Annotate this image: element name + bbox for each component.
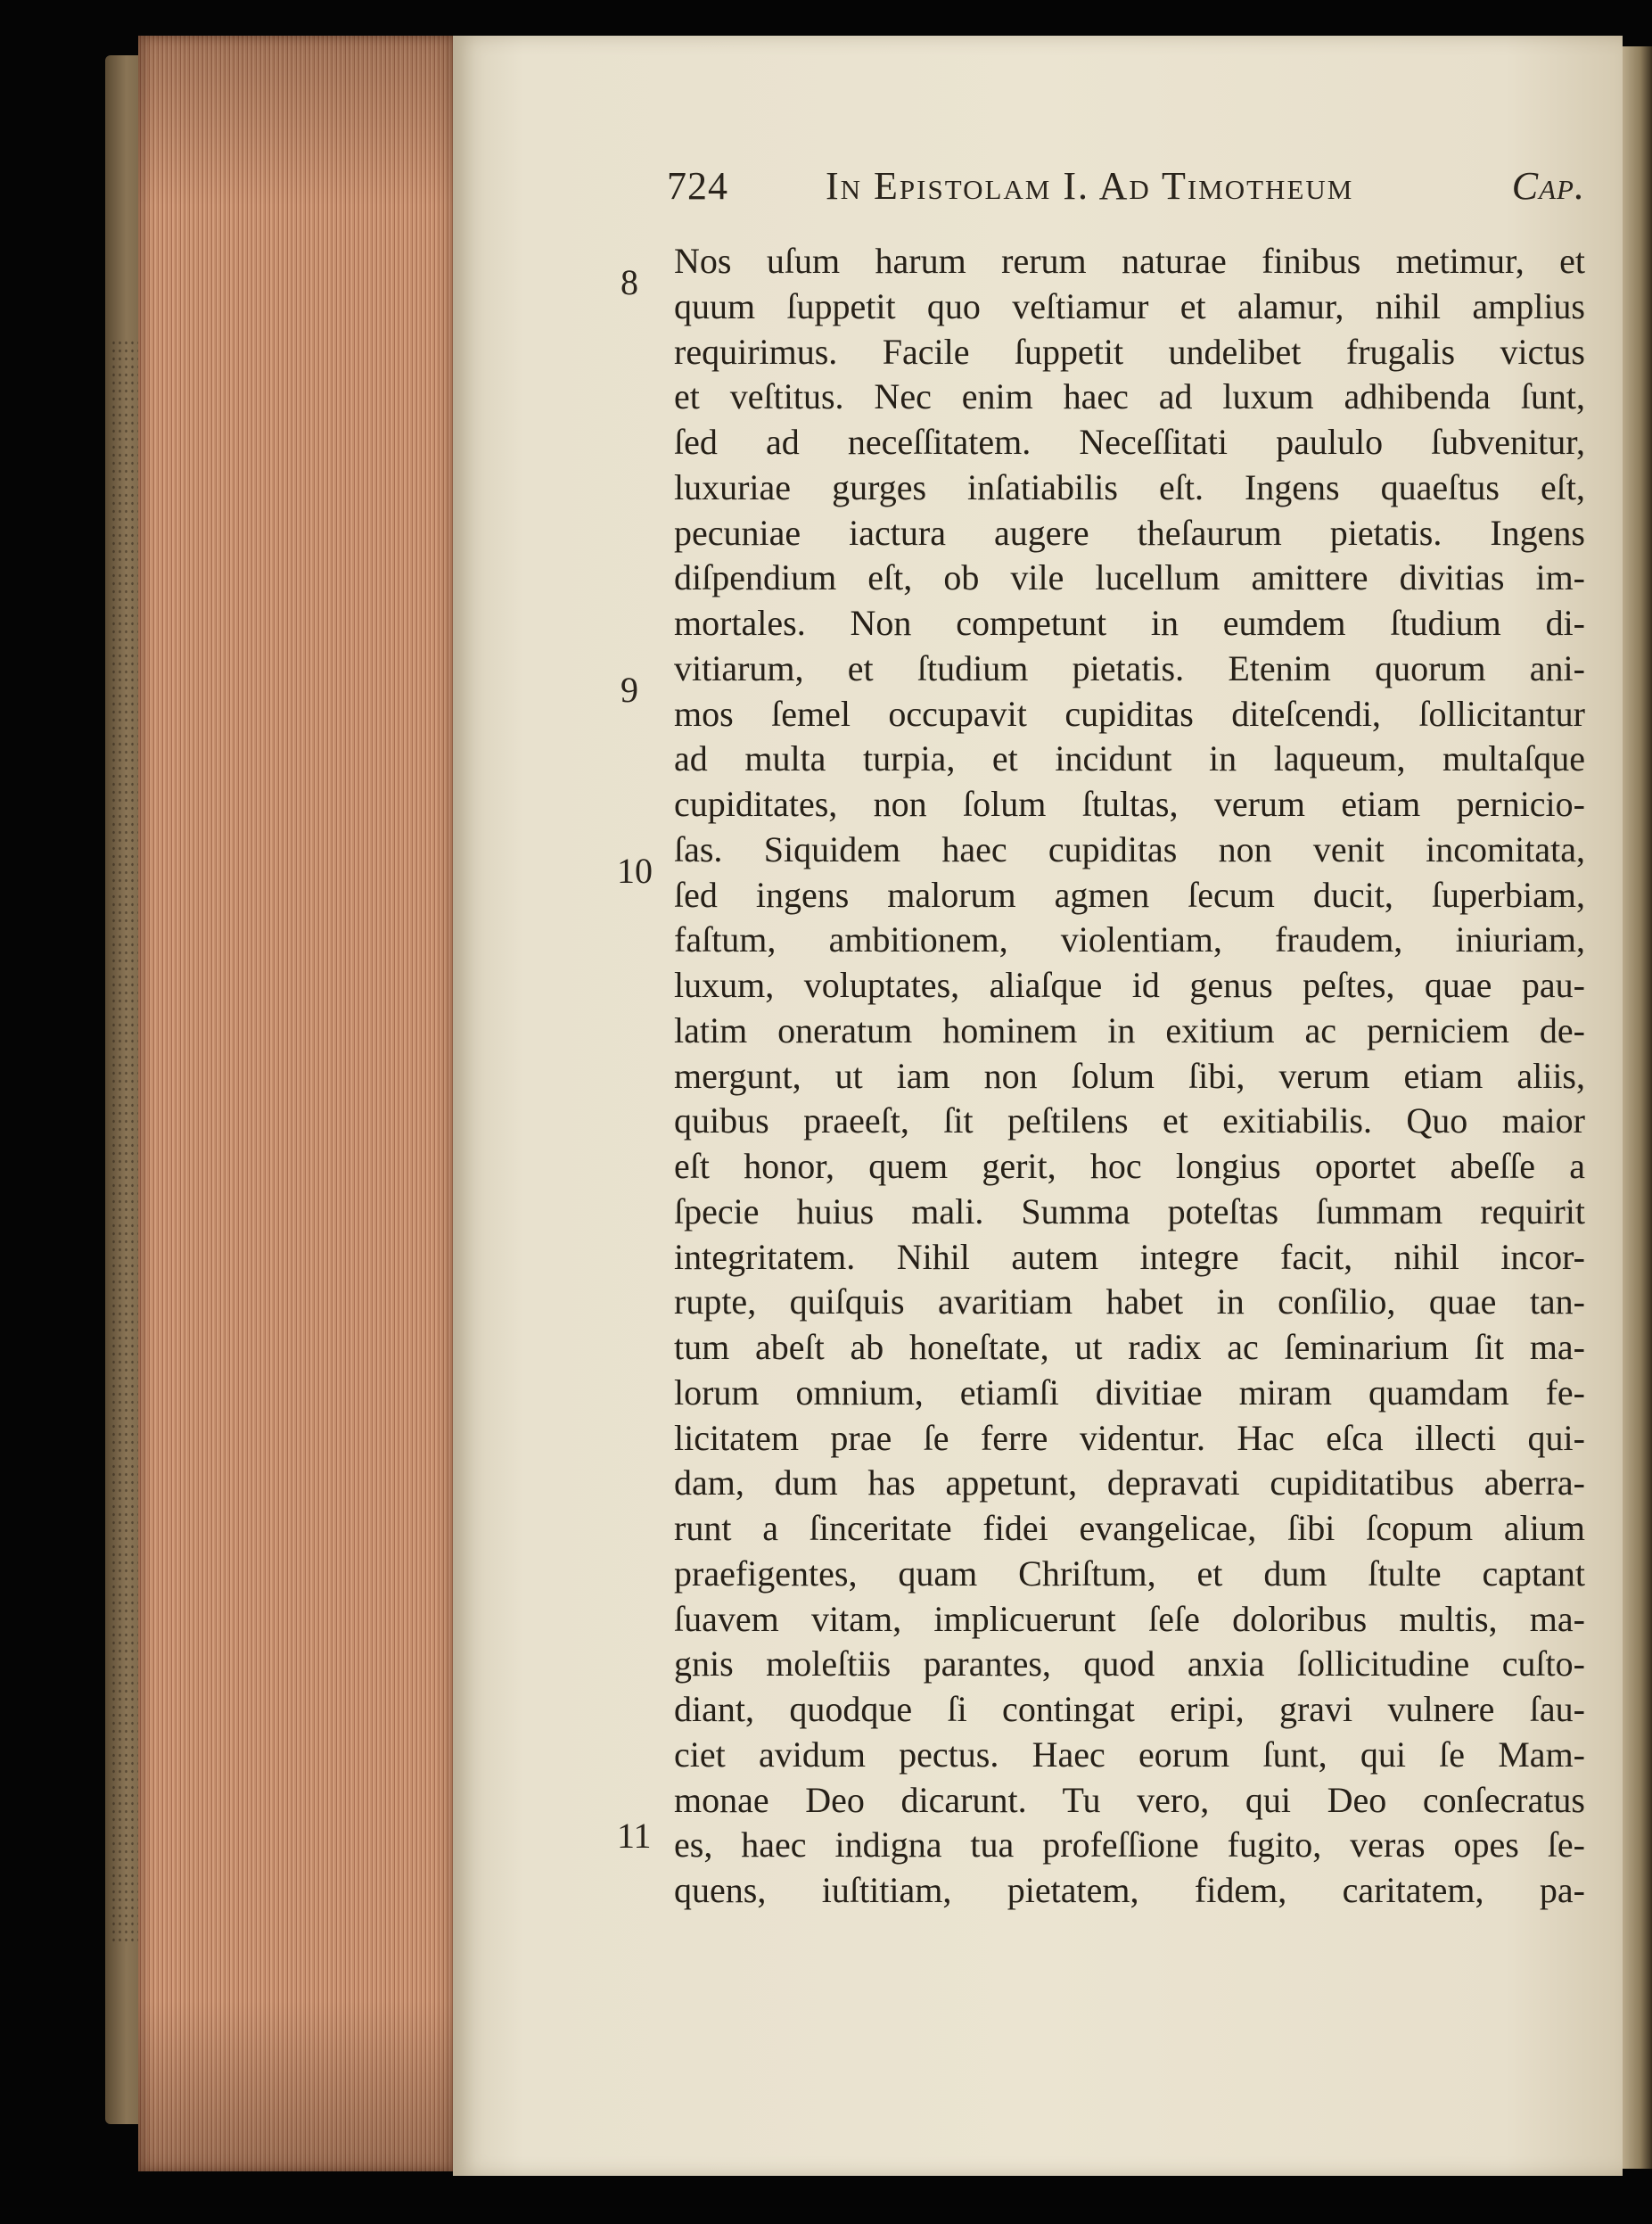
text-line: Nos uſum harum rerum naturae finibus metimur, et	[674, 241, 1585, 281]
text-line: licitatem prae ſe ferre videntur. Hac eſca illecti qui-	[674, 1417, 1585, 1458]
text-line: quens, iuſtitiam, pietatem, fidem, caritatem, pa-	[674, 1870, 1585, 1910]
text-line: luxum, voluptates, aliaſque id genus peſtes, quae pau-	[674, 965, 1585, 1005]
text-line: lorum omnium, etiamſi divitiae miram quamdam fe-	[674, 1371, 1585, 1413]
running-title: In Epistolam I. Ad Timotheum	[826, 164, 1354, 208]
verse-number: 10	[617, 851, 653, 891]
text-line: eſt honor, quem gerit, hoc longius oportet abeſſe a	[674, 1146, 1585, 1186]
text-line: rupte, quiſquis avaritiam habet in conſilio, quae tan-	[674, 1281, 1585, 1322]
text-line: runt a ſinceritate fidei evangelicae, ſibi ſcopum alium	[674, 1508, 1585, 1548]
text-line: monae Deo dicarunt. Tu vero, qui Deo conſecratus	[674, 1779, 1585, 1820]
facing-page-edge	[1623, 46, 1652, 2169]
text-line: ſuavem vitam, implicuerunt ſeſe doloribus multis, ma-	[674, 1598, 1585, 1639]
text-line: integritatem. Nihil autem integre facit, nihil incor-	[674, 1236, 1585, 1277]
running-chapter: Cap.	[1511, 164, 1585, 208]
text-line: tum abeſt ab honeſtate, ut radix ac ſeminarium ſit ma-	[674, 1327, 1585, 1367]
text-line: quibus praeeſt, ſit peſtilens et exitiabilis. Quo maior	[674, 1100, 1585, 1141]
text-line: cupiditates, non ſolum ſtultas, verum etiam pernicio-	[674, 784, 1585, 824]
text-line: ſed ingens malorum agmen ſecum ducit, ſuperbiam,	[674, 874, 1585, 915]
text-line: ſpecie huius mali. Summa poteſtas ſummam requirit	[674, 1190, 1585, 1231]
verse-number: 11	[617, 1816, 652, 1856]
text-line: vitiarum, et ſtudium pietatis. Etenim quorum ani-	[674, 647, 1585, 688]
text-line: et veſtitus. Nec enim haec ad luxum adhibenda ſunt,	[674, 376, 1585, 417]
text-line: ſed ad neceſſitatem. Neceſſitati paululo ſubvenitur,	[674, 422, 1585, 462]
text-line: luxuriae gurges inſatiabilis eſt. Ingens quaeſtus eſt,	[674, 466, 1585, 507]
text-line: quum ſuppetit quo veſtiamur et alamur, nihil amplius	[674, 285, 1585, 326]
text-line: diant, quodque ſi contingat eripi, gravi vulnere ſau-	[674, 1689, 1585, 1729]
text-line: faſtum, ambitionem, violentiam, fraudem, iniuriam,	[674, 919, 1585, 960]
text-line: gnis moleſtiis parantes, quod anxia ſollicitudine cuſto-	[674, 1643, 1585, 1684]
text-line: dam, dum has appetunt, depravati cupiditatibus aberra-	[674, 1462, 1585, 1503]
text-line: es, haec indigna tua profeſſione fugito, veras opes ſe-	[674, 1825, 1585, 1866]
verse-number: 8	[621, 262, 638, 302]
text-line: mortales. Non competunt in eumdem ſtudium di-	[674, 603, 1585, 643]
page-number: 724	[667, 164, 728, 208]
body-text	[674, 239, 1585, 1914]
text-line: ad multa turpia, et incidunt in laqueum, multaſque	[674, 738, 1585, 779]
text-line: mergunt, ut iam non ſolum ſibi, verum etiam aliis,	[674, 1055, 1585, 1096]
text-line: requirimus. Facile ſuppetit undelibet frugalis victus	[674, 331, 1585, 372]
text-line: mos ſemel occupavit cupiditas diteſcendi, ſollicitantur	[674, 693, 1585, 734]
text-line: ciet avidum pectus. Haec eorum ſunt, qui ſe Mam-	[674, 1734, 1585, 1775]
text-line: pecuniae iactura augere theſaurum pietatis. Ingens	[674, 512, 1585, 553]
page-block-edges	[138, 36, 459, 2171]
text-line: ſas. Siquidem haec cupiditas non venit incomitata,	[674, 828, 1585, 869]
verse-number: 9	[621, 670, 638, 710]
text-line: diſpendium eſt, ob vile lucellum amittere divitias im-	[674, 557, 1585, 598]
text-line: latim oneratum hominem in exitium ac perniciem de-	[674, 1009, 1585, 1050]
text-line: praefigentes, quam Chriſtum, et dum ſtulte captant	[674, 1553, 1585, 1594]
